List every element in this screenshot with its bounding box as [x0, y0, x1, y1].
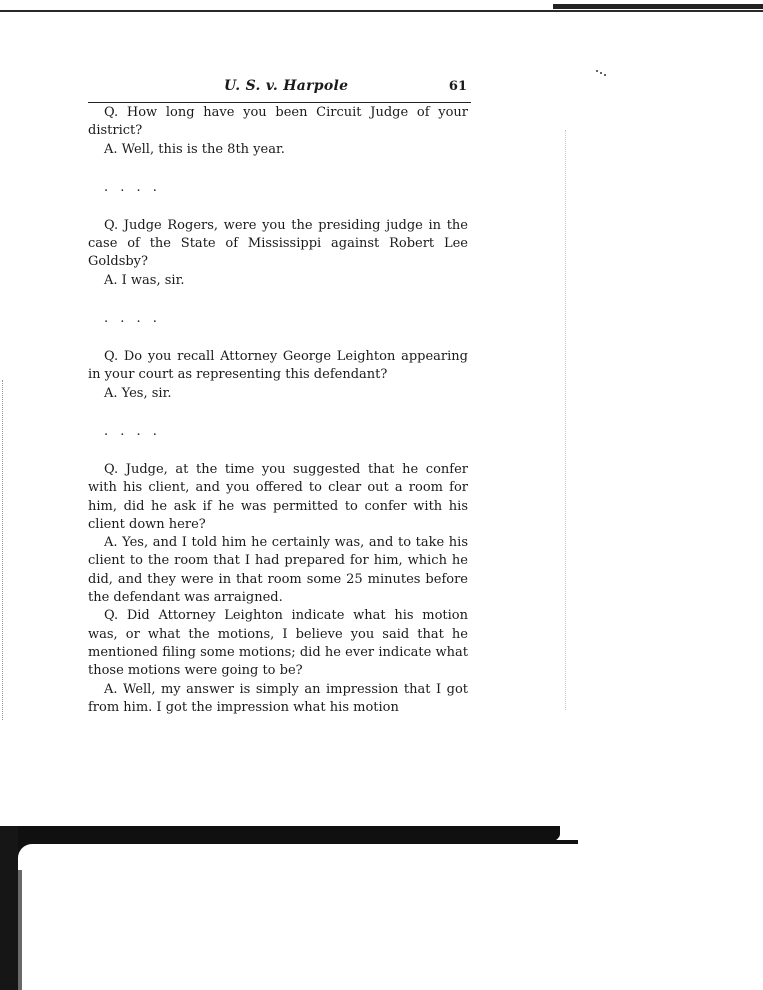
binding-shadow — [0, 826, 18, 990]
answer-paragraph: A. Well, my answer is simply an impression that I got from him. I got the impression what his motion — [88, 681, 468, 715]
answer-paragraph: A. Well, this is the 8th year. — [104, 141, 285, 157]
question-paragraph: Q. Judge Rogers, were you the presiding judge in the case of the State of Mississippi against Robert Lee Goldsby? — [88, 217, 468, 270]
transcript-body — [88, 104, 468, 717]
question-paragraph: Q. Judge, at the time you suggested that he confer with his client, and you offered to clear out a room for him, did he ask if he was permitted to confer with his client down here? — [88, 461, 468, 532]
next-page-edge — [14, 840, 578, 874]
question-paragraph: Q. Did Attorney Leighton indicate what his motion was, or what the motions, I believe you said that he mentioned filing some motions; did he ever indicate what those motions were going to be? — [88, 608, 468, 679]
omission-ellipsis: . . . . — [104, 179, 161, 195]
answer-paragraph: A. I was, sir. — [104, 272, 185, 288]
scan-smudge — [596, 70, 610, 76]
binding-shadow-inner — [18, 870, 22, 990]
page-number: 61 — [448, 79, 467, 94]
answer-paragraph: A. Yes, and I told him he certainly was, and to take his client to the room that I had prepared for him, which he did, and they were in that room some 25 minutes before the defendant was arraigned. — [88, 535, 468, 606]
question-paragraph: Q. How long have you been Circuit Judge of your district? — [88, 105, 468, 139]
page-top-edge-shadow — [553, 4, 763, 9]
question-paragraph: Q. Do you recall Attorney George Leighton appearing in your court as representing this defendant? — [88, 349, 468, 383]
omission-ellipsis: . . . . — [104, 311, 161, 327]
page-header — [88, 78, 471, 103]
scan-margin-artifact — [2, 380, 5, 720]
omission-ellipsis: . . . . — [104, 423, 161, 439]
scan-gutter-artifact — [565, 130, 567, 710]
running-head: U. S. v. Harpole — [224, 78, 349, 94]
answer-paragraph: A. Yes, sir. — [104, 385, 172, 401]
